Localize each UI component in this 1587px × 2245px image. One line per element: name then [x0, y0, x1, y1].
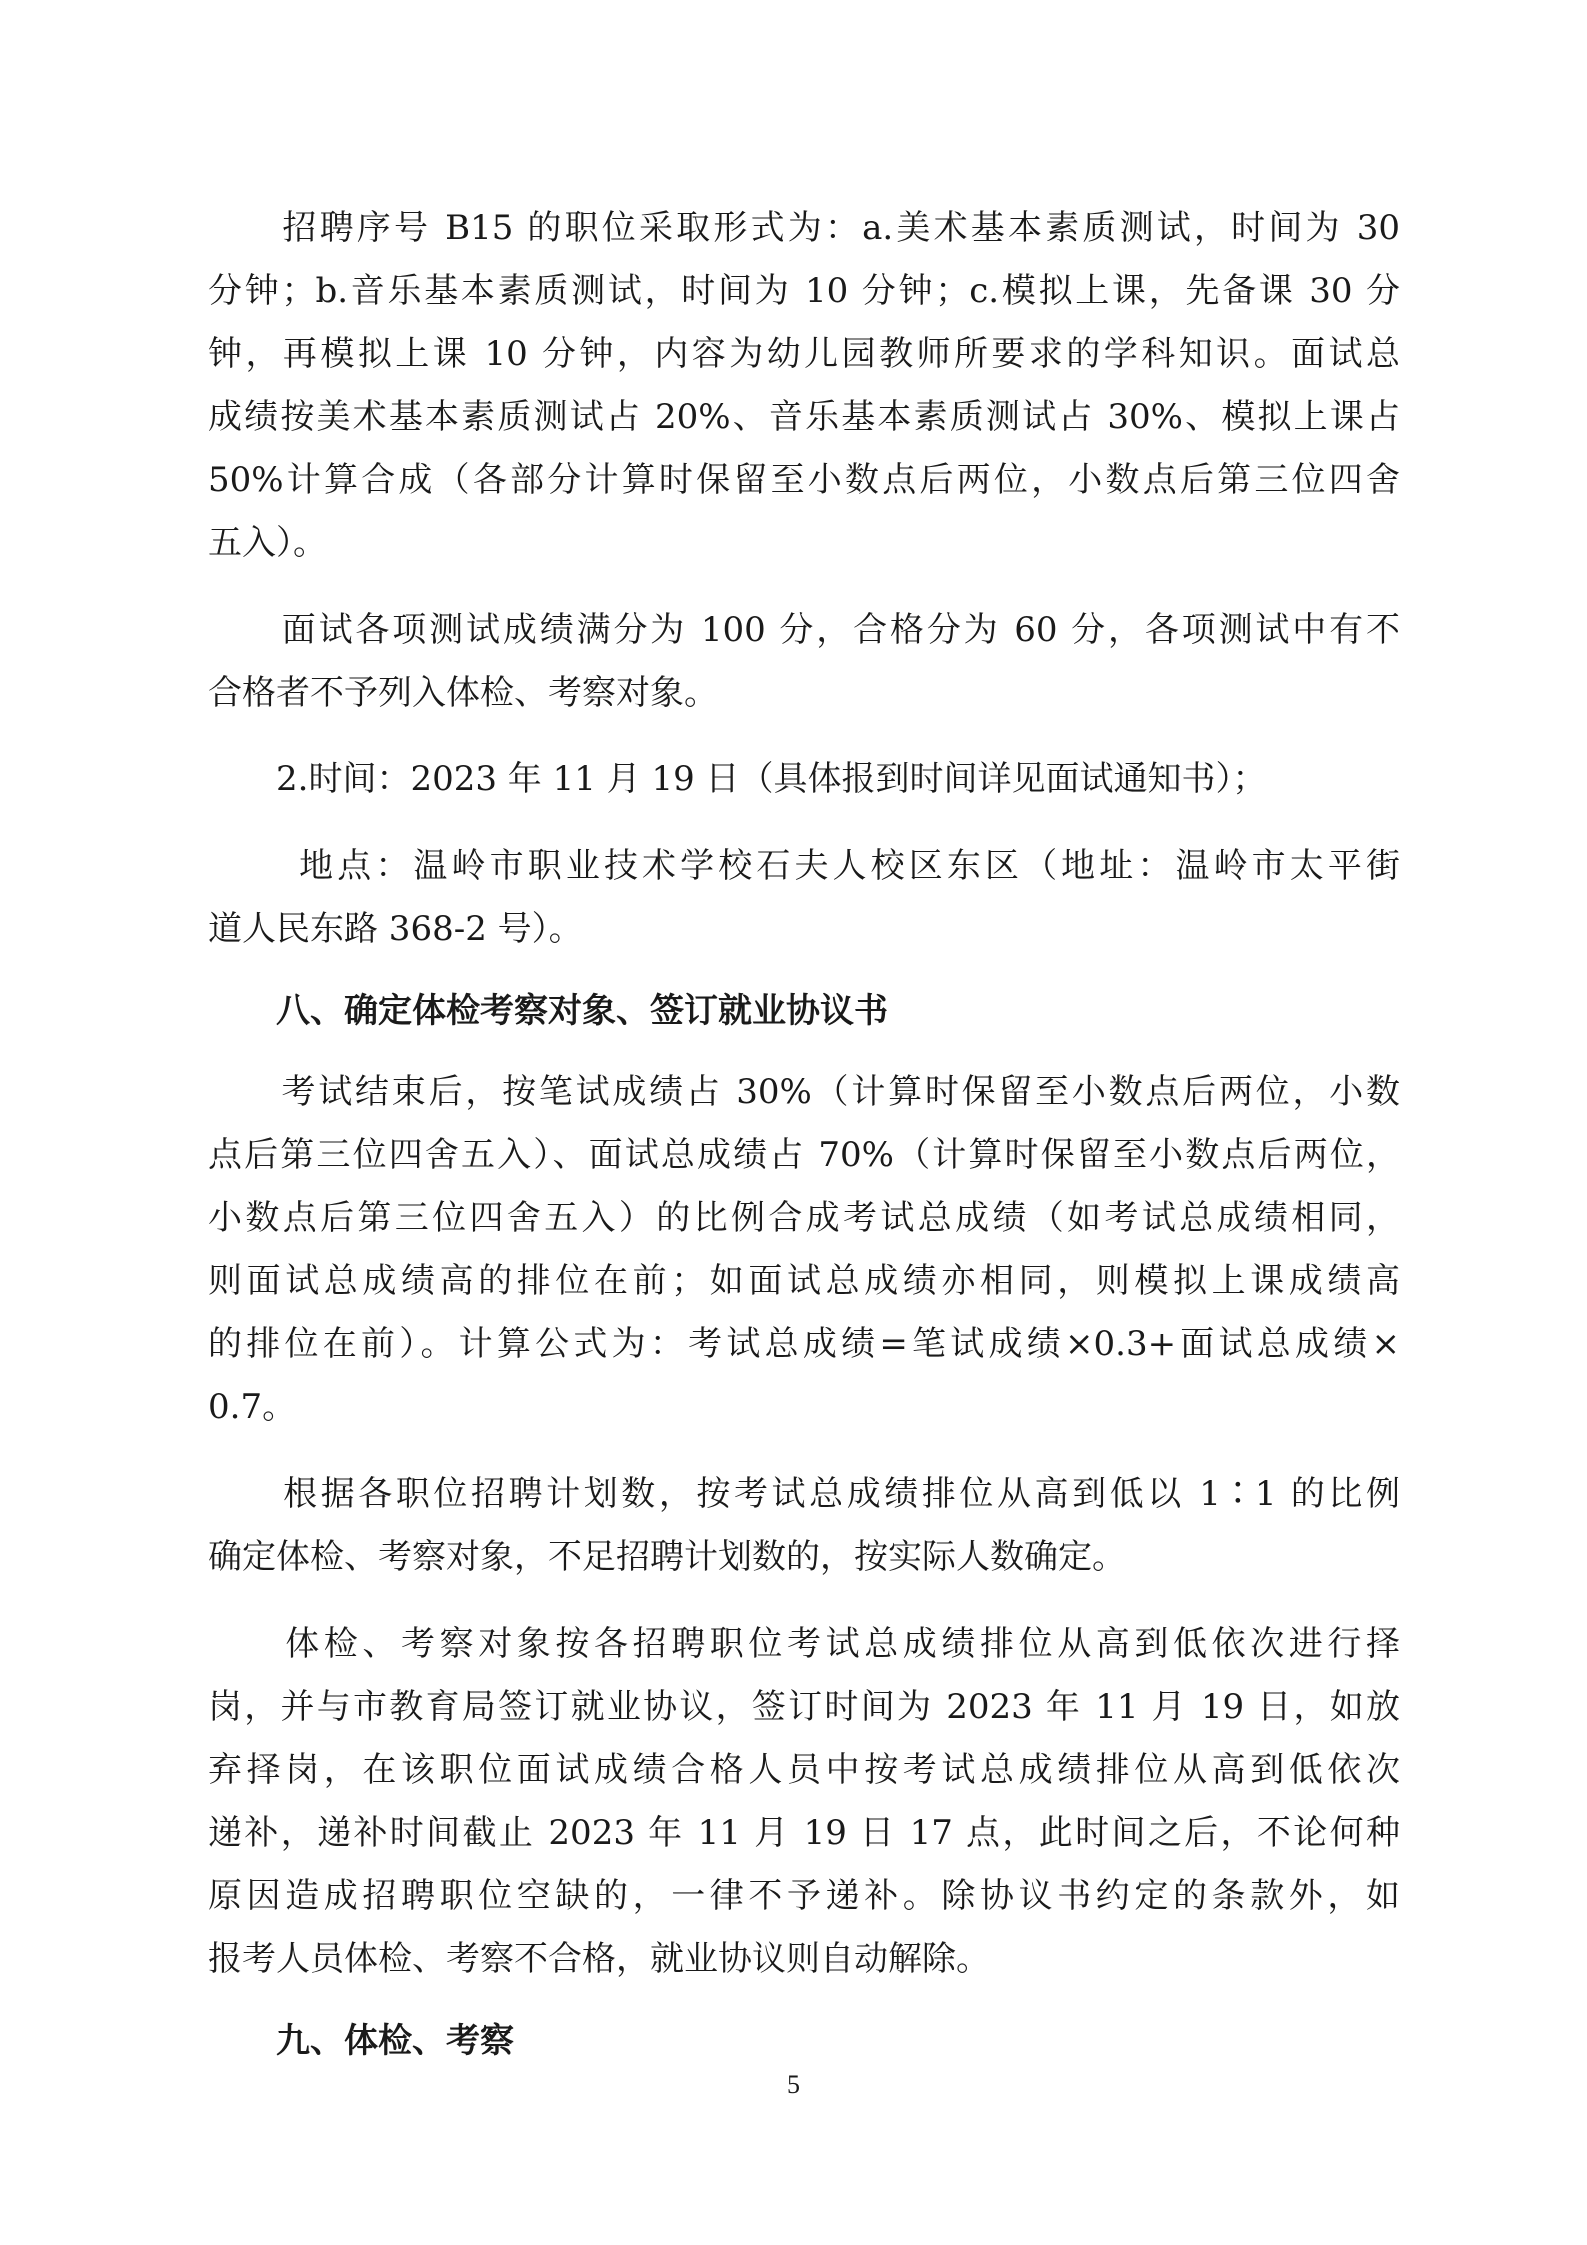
- paragraph-score-rules-line-1: 面试各项测试成绩满分为 100 分，合格分为 60 分，各项测试中有不: [208, 610, 1400, 650]
- paragraph-location-line-1: 地点：温岭市职业技术学校石夫人校区东区（地址：温岭市太平街: [208, 846, 1400, 886]
- paragraph-selection-line-2: 岗，并与市教育局签订就业协议，签订时间为 2023 年 11 月 19 日，如放: [208, 1687, 1400, 1727]
- paragraph-selection-line-1: 体检、考察对象按各招聘职位考试总成绩排位从高到低依次进行择: [208, 1624, 1400, 1664]
- paragraph-interview-format-line-4: 成绩按美术基本素质测试占 20%、音乐基本素质测试占 30%、模拟上课占: [208, 397, 1400, 437]
- paragraph-ratio-line-2: 确定体检、考察对象，不足招聘计划数的，按实际人数确定。: [208, 1537, 1126, 1577]
- paragraph-total-score-line-6: 0.7。: [208, 1387, 297, 1427]
- paragraph-location-line-2: 道人民东路 368-2 号）。: [208, 909, 583, 949]
- paragraph-total-score-line-3: 小数点后第三位四舍五入）的比例合成考试总成绩（如考试总成绩相同，: [208, 1198, 1400, 1238]
- paragraph-selection-line-5: 原因造成招聘职位空缺的，一律不予递补。除协议书约定的条款外，如: [208, 1876, 1400, 1916]
- paragraph-interview-format-line-3: 钟，再模拟上课 10 分钟，内容为幼儿园教师所要求的学科知识。面试总: [208, 334, 1400, 374]
- paragraph-selection-line-4: 递补，递补时间截止 2023 年 11 月 19 日 17 点，此时间之后，不论何种: [208, 1813, 1400, 1853]
- section-heading-8: 八、确定体检考察对象、签订就业协议书: [208, 991, 888, 1031]
- paragraph-total-score-line-4: 则面试总成绩高的排位在前；如面试总成绩亦相同，则模拟上课成绩高: [208, 1261, 1400, 1301]
- paragraph-selection-line-3: 弃择岗，在该职位面试成绩合格人员中按考试总成绩排位从高到低依次: [208, 1750, 1400, 1790]
- paragraph-total-score-line-1: 考试结束后，按笔试成绩占 30%（计算时保留至小数点后两位，小数: [208, 1072, 1400, 1112]
- paragraph-interview-format-line-6: 五入）。: [208, 523, 327, 563]
- paragraph-ratio-line-1: 根据各职位招聘计划数，按考试总成绩排位从高到低以 1∶1 的比例: [208, 1474, 1400, 1514]
- paragraph-interview-format-line-1: 招聘序号 B15 的职位采取形式为：a.美术基本素质测试，时间为 30: [208, 208, 1400, 248]
- paragraph-selection-line-6: 报考人员体检、考察不合格，就业协议则自动解除。: [208, 1939, 990, 1979]
- section-heading-9: 九、体检、考察: [208, 2021, 514, 2061]
- paragraph-interview-format-line-5: 50%计算合成（各部分计算时保留至小数点后两位，小数点后第三位四舍: [208, 460, 1400, 500]
- page-number: 5: [787, 2070, 800, 2099]
- paragraph-interview-format-line-2: 分钟；b.音乐基本素质测试，时间为 10 分钟；c.模拟上课，先备课 30 分: [208, 271, 1400, 311]
- paragraph-time: 2.时间：2023 年 11 月 19 日（具体报到时间详见面试通知书）；: [208, 759, 1267, 799]
- paragraph-score-rules-line-2: 合格者不予列入体检、考察对象。: [208, 673, 718, 713]
- paragraph-total-score-line-2: 点后第三位四舍五入）、面试总成绩占 70%（计算时保留至小数点后两位，: [208, 1135, 1400, 1175]
- paragraph-total-score-line-5: 的排位在前）。计算公式为：考试总成绩=笔试成绩×0.3+面试总成绩×: [208, 1324, 1400, 1364]
